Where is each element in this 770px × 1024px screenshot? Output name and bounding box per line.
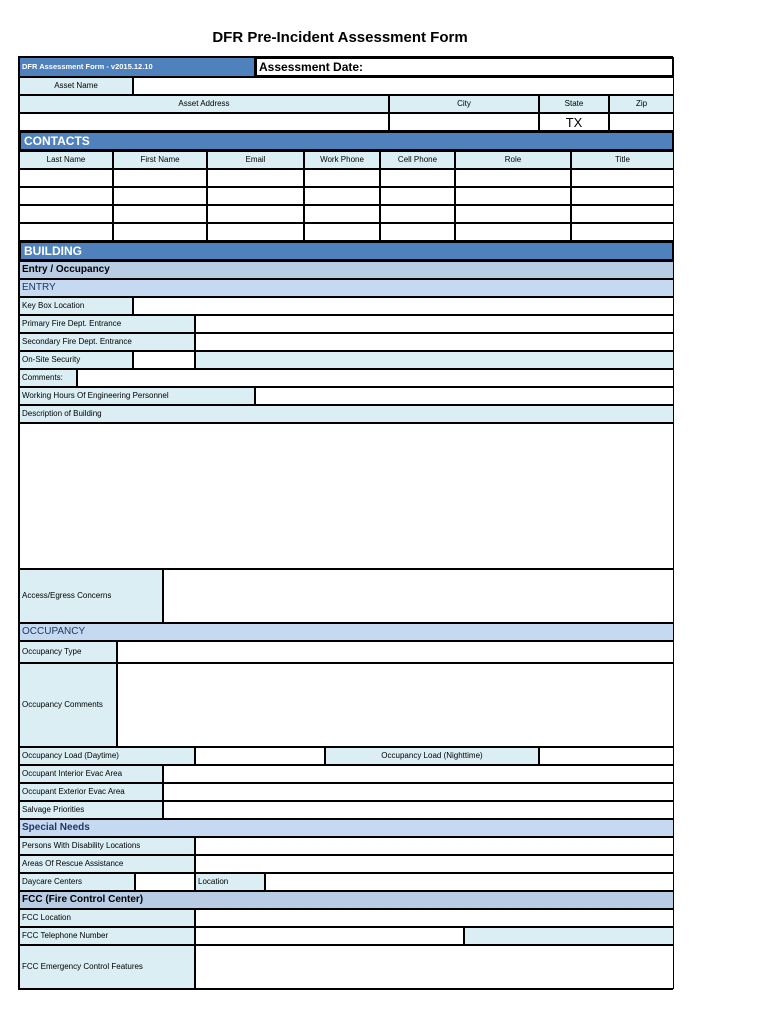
fcc-features-label: FCC Emergency Control Features [19, 945, 195, 989]
daycare-location-field[interactable] [265, 873, 674, 891]
asset-address-label: Asset Address [19, 95, 389, 113]
zip-field[interactable] [609, 113, 674, 131]
contacts-cell[interactable] [113, 223, 207, 241]
contacts-cell[interactable] [304, 187, 380, 205]
contacts-col-header: Cell Phone [380, 151, 455, 169]
contacts-cell[interactable] [380, 169, 455, 187]
contacts-cell[interactable] [380, 187, 455, 205]
building-heading: BUILDING [19, 241, 674, 261]
fcc-telephone-label: FCC Telephone Number [19, 927, 195, 945]
contacts-cell[interactable] [304, 169, 380, 187]
contacts-cell[interactable] [19, 205, 113, 223]
entry-heading: ENTRY [19, 279, 674, 297]
contacts-col-header: First Name [113, 151, 207, 169]
salvage-label: Salvage Priorities [19, 801, 163, 819]
onsite-security-field[interactable] [133, 351, 195, 369]
exterior-evac-label: Occupant Exterior Evac Area [19, 783, 163, 801]
access-egress-label: Access/Egress Concerns [19, 569, 163, 623]
contacts-cell[interactable] [455, 169, 571, 187]
fcc-features-field[interactable] [195, 945, 674, 989]
key-box-field[interactable] [133, 297, 674, 315]
contacts-col-header: Email [207, 151, 304, 169]
contacts-cell[interactable] [380, 223, 455, 241]
contacts-cell[interactable] [304, 223, 380, 241]
fcc-telephone-field[interactable] [195, 927, 464, 945]
contacts-cell[interactable] [455, 187, 571, 205]
contacts-heading: CONTACTS [19, 131, 674, 151]
contacts-cell[interactable] [113, 205, 207, 223]
fcc-location-field[interactable] [195, 909, 674, 927]
contacts-cell[interactable] [571, 187, 674, 205]
fcc-telephone-spacer [464, 927, 674, 945]
disability-field[interactable] [195, 837, 674, 855]
description-label: Description of Building [19, 405, 674, 423]
onsite-security-label: On-Site Security [19, 351, 133, 369]
entry-occupancy-heading: Entry / Occupancy [19, 261, 674, 279]
contacts-cell[interactable] [113, 187, 207, 205]
interior-evac-label: Occupant Interior Evac Area [19, 765, 163, 783]
contacts-cell[interactable] [113, 169, 207, 187]
special-needs-heading: Special Needs [19, 819, 674, 837]
contacts-cell[interactable] [571, 169, 674, 187]
contacts-col-header: Work Phone [304, 151, 380, 169]
exterior-evac-field[interactable] [163, 783, 674, 801]
zip-label: Zip [609, 95, 674, 113]
contacts-cell[interactable] [207, 187, 304, 205]
onsite-security-spacer [195, 351, 674, 369]
fcc-location-label: FCC Location [19, 909, 195, 927]
comments-label: Comments: [19, 369, 77, 387]
rescue-field[interactable] [195, 855, 674, 873]
description-field[interactable] [19, 423, 674, 569]
contacts-col-header: Last Name [19, 151, 113, 169]
occupancy-load-night-field[interactable] [539, 747, 674, 765]
state-label: State [539, 95, 609, 113]
daycare-label: Daycare Centers [19, 873, 135, 891]
daycare-location-label: Location [195, 873, 265, 891]
city-field[interactable] [389, 113, 539, 131]
occupancy-type-label: Occupancy Type [19, 641, 117, 663]
contacts-cell[interactable] [207, 223, 304, 241]
state-field[interactable]: TX [539, 113, 609, 131]
occupancy-comments-label: Occupancy Comments [19, 663, 117, 747]
occupancy-load-day-label: Occupancy Load (Daytime) [19, 747, 195, 765]
contacts-cell[interactable] [19, 169, 113, 187]
contacts-col-header: Role [455, 151, 571, 169]
salvage-field[interactable] [163, 801, 674, 819]
secondary-entrance-field[interactable] [195, 333, 674, 351]
working-hours-field[interactable] [255, 387, 674, 405]
contacts-cell[interactable] [19, 187, 113, 205]
asset-name-field[interactable] [133, 77, 674, 95]
contacts-cell[interactable] [19, 223, 113, 241]
primary-entrance-label: Primary Fire Dept. Entrance [19, 315, 195, 333]
contacts-cell[interactable] [455, 223, 571, 241]
contacts-cell[interactable] [207, 169, 304, 187]
occupancy-load-night-label: Occupancy Load (Nighttime) [325, 747, 539, 765]
contacts-cell[interactable] [455, 205, 571, 223]
page-title: DFR Pre-Incident Assessment Form [212, 29, 468, 46]
primary-entrance-field[interactable] [195, 315, 674, 333]
daycare-field[interactable] [135, 873, 195, 891]
occupancy-heading: OCCUPANCY [19, 623, 674, 641]
contacts-cell[interactable] [380, 205, 455, 223]
assessment-form [18, 56, 673, 990]
comments-field[interactable] [77, 369, 674, 387]
working-hours-label: Working Hours Of Engineering Personnel [19, 387, 255, 405]
disability-label: Persons With Disability Locations [19, 837, 195, 855]
interior-evac-field[interactable] [163, 765, 674, 783]
contacts-cell[interactable] [207, 205, 304, 223]
occupancy-load-day-field[interactable] [195, 747, 325, 765]
form-version: DFR Assessment Form - v2015.12.10 [19, 57, 255, 77]
occupancy-comments-field[interactable] [117, 663, 674, 747]
contacts-cell[interactable] [571, 223, 674, 241]
contacts-cell[interactable] [571, 205, 674, 223]
key-box-label: Key Box Location [19, 297, 133, 315]
occupancy-type-field[interactable] [117, 641, 674, 663]
secondary-entrance-label: Secondary Fire Dept. Entrance [19, 333, 195, 351]
contacts-cell[interactable] [304, 205, 380, 223]
asset-address-field[interactable] [19, 113, 389, 131]
asset-name-label: Asset Name [19, 77, 133, 95]
rescue-label: Areas Of Rescue Assistance [19, 855, 195, 873]
access-egress-field[interactable] [163, 569, 674, 623]
contacts-col-header: Title [571, 151, 674, 169]
fcc-heading: FCC (Fire Control Center) [19, 891, 674, 909]
assessment-date-label[interactable]: Assessment Date: [255, 57, 674, 77]
city-label: City [389, 95, 539, 113]
